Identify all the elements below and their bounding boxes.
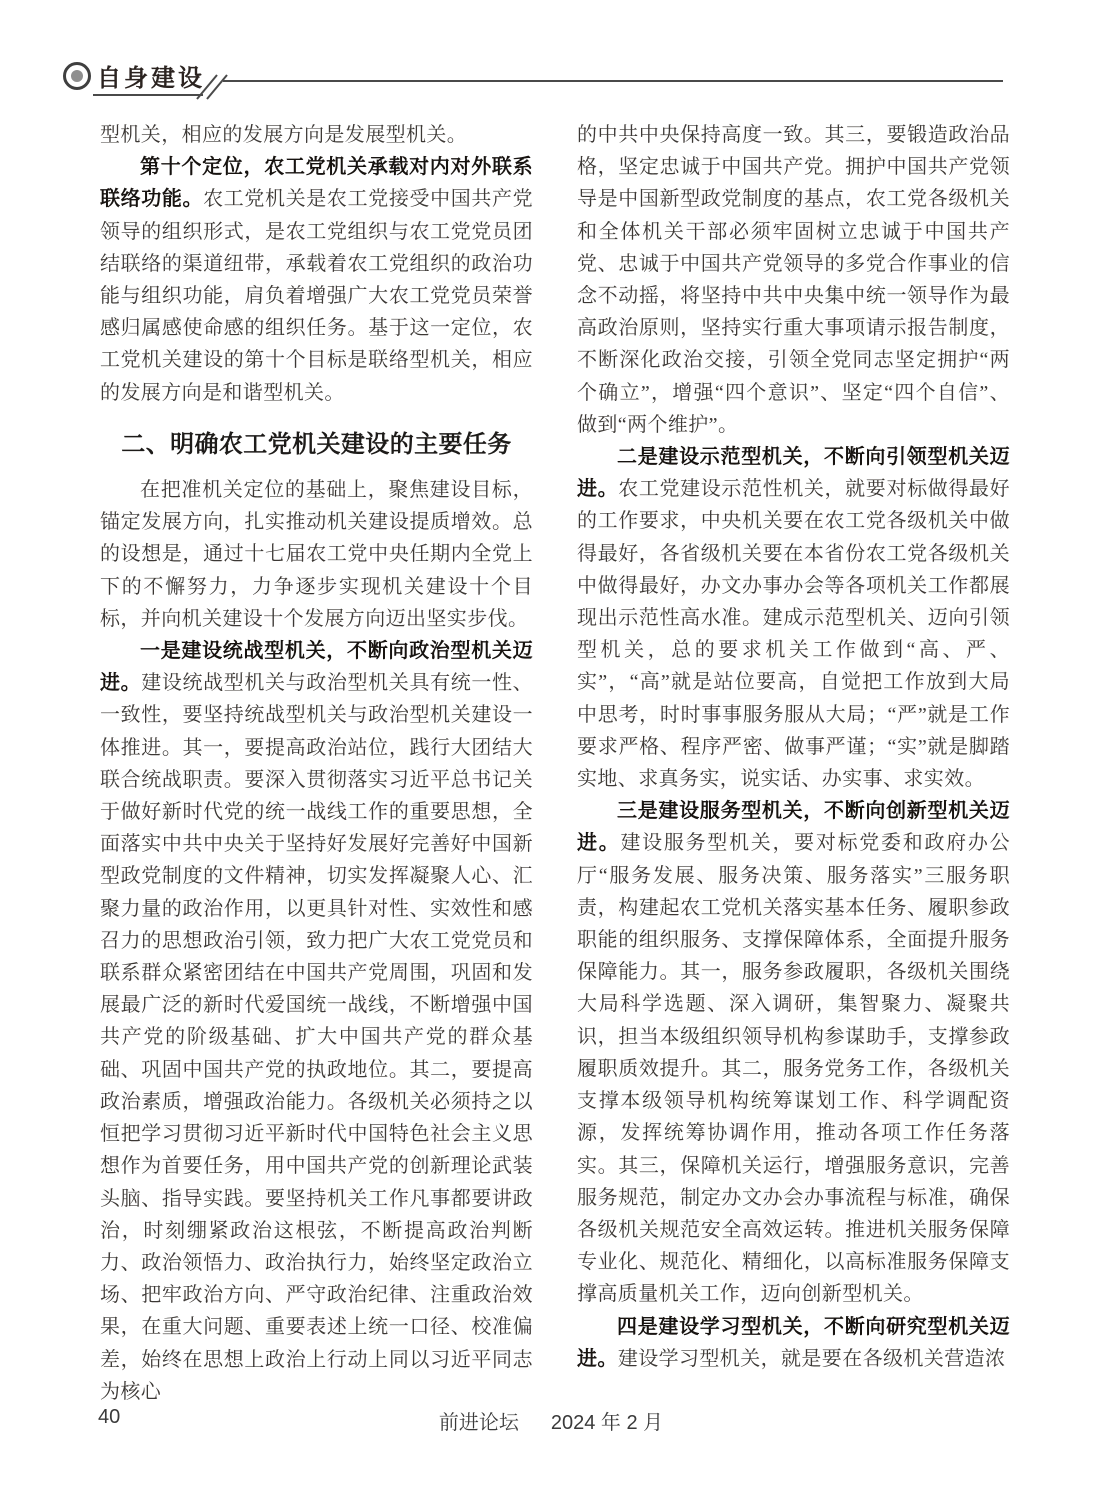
paragraph-intro: 在把准机关定位的基础上，聚焦建设目标，锚定发展方向，扎实推动机关建设提质增效。总的设想是，通过十七届农工党中央任期内全党上下的不懈努力，力争逐步实现机关建设十个目标，并向机关建设十个发展方向迈出坚实步伐。: [100, 479, 533, 630]
paragraph-body: 农工党机关是农工党接受中国共产党领导的组织形式，是农工党组织与农工党党员团结联络的渠道纽带，承载着农工党组织的政治功能与组织功能，肩负着增强广大农工党党员荣誉感归属感使命感的组织任务。基于这一定位，农工党机关建设的第十个目标是联络型机关，相应的发展方向是和谐型机关。: [100, 188, 534, 404]
paragraph-first-task: [100, 635, 533, 1408]
left-column: [100, 119, 533, 1408]
bullseye-icon: [63, 62, 91, 90]
paragraph-body: 建设服务型机关，要对标党委和政府办公厅“服务发展、服务决策、服务落实”三服务职责，构建起农工党机关落实基本任务、履职参政职能的组织服务、支撑保障体系，全面提升服务保障能力。其一，服务参政履职，各级机关围绕大局科学选题、深入调研，集智聚力、凝聚共识，担当本级组织领导机构参谋助手，支撑参政履职质效提升。其二，服务党务工作，各级机关支撑本级领导机构统筹谋划工作、科学调配资源，发挥统筹协调作用，推动各项工作任务落实。其三，保障机关运行，增强服务意识，完善服务规范，制定办文办会办事流程与标准，确保各级机关规范安全高效运转。推进机关服务保障专业化、规范化、精细化，以高标准服务保障支撑高质量机关工作，迈向创新型机关。: [577, 832, 1010, 1306]
footer-journal-line: [0, 1406, 1102, 1435]
page-number: 40: [98, 1406, 121, 1428]
paragraph-lead: 一是建设统战型机关，不断向政治型机关迈进。: [100, 640, 533, 695]
paragraph-continuation: 型机关，相应的发展方向是发展型机关。: [100, 124, 468, 146]
paragraph-body: 建设学习型机关，就是要在各级机关营造浓: [617, 1347, 1006, 1370]
paragraph-lead: 三是建设服务型机关，不断向创新型机关迈进。: [577, 800, 1010, 855]
paragraph-body: 农工党建设示范性机关，就要对标做得最好的工作要求，中央机关要在农工党各级机关中做得最好，各省级机关要在本省份农工党各级机关中做得最好，办文办事办会等各项机关工作都展现出示范性高水准。建成示范型机关、迈向引领型机关，总的要求机关工作做到“高、严、实”，“高”就是站位要高，自觉把工作放到大局中思考，时时事事服务服从大局；“严”就是工作要求严格、程序严密、做事严谨；“实”就是脚踏实地、求真务实，说实话、办实事、求实效。: [577, 478, 1010, 791]
paragraph-second-task: [577, 441, 1010, 795]
paragraph-continuation: 的中共中央保持高度一致。其三，要锻造政治品格，坚定忠诚于中国共产党。拥护中国共产党领导是中国新型政党制度的基点，农工党各级机关和全体机关干部必须牢固树立忠诚于中国共产党、忠诚于中国共产党领导的多党合作事业的信念不动摇，将坚持中共中央集中统一领导作为最高政治原则，坚持实行重大事项请示报告制度，不断深化政治交接，引领全党同志坚定拥护“两个确立”，增强“四个意识”、坚定“四个自信”、做到“两个维护”。: [577, 124, 1010, 436]
paragraph-lead: 第十个定位，农工党机关承载对内对外联系联络功能。: [100, 156, 533, 211]
paragraph-fourth-task: [577, 1311, 1010, 1375]
paragraph-tenth-position: [100, 151, 533, 409]
paragraph-body: 建设统战型机关与政治型机关具有统一性、一致性，要坚持统战型机关与政治型机关建设一体推进。其一，要提高政治站位，践行大团结大联合统战职责。要深入贯彻落实习近平总书记关于做好新时代党的统一战线工作的重要思想，全面落实中共中央关于坚持好发展好完善好中国新型政党制度的文件精神，切实发挥凝聚人心、汇聚力量的政治作用，以更具针对性、实效性和感召力的思想政治引领，致力把广大农工党党员和联系群众紧密团结在中国共产党周围，巩固和发展最广泛的新时代爱国统一战线，不断增强中国共产党的阶级基础、扩大中国共产党的群众基础、巩固中国共产党的执政地位。其二，要提高政治素质，增强政治能力。各级机关必须持之以恒把学习贯彻习近平新时代中国特色社会主义思想作为首要任务，用中国共产党的创新理论武装头脑、指导实践。要坚持机关工作凡事都要讲政治，时刻绷紧政治这根弦，不断提高政治判断力、政治领悟力、政治执行力，始终坚定政治立场、把牢政治方向、严守政治纪律、注重政治效果，在重大问题、重要表述上统一口径、校准偏差，始终在思想上政治上行动上同以习近平同志为核心: [100, 672, 533, 1403]
paragraph-lead: 四是建设学习型机关，不断向研究型机关迈进。: [577, 1315, 1010, 1370]
section-heading: 二、明确农工党机关建设的主要任务: [121, 430, 512, 458]
issue-date: 2024 年 2 月: [550, 1412, 664, 1434]
paragraph-third-task: [577, 795, 1010, 1310]
header-rule-line: [93, 72, 1005, 100]
paragraph-lead: 二是建设示范型机关，不断向引领型机关迈进。: [577, 446, 1010, 501]
bullseye-icon-dot: [71, 70, 83, 82]
section-label: 自身建设: [97, 65, 205, 92]
journal-name: 前进论坛: [438, 1412, 519, 1434]
right-column: [577, 119, 1010, 1375]
